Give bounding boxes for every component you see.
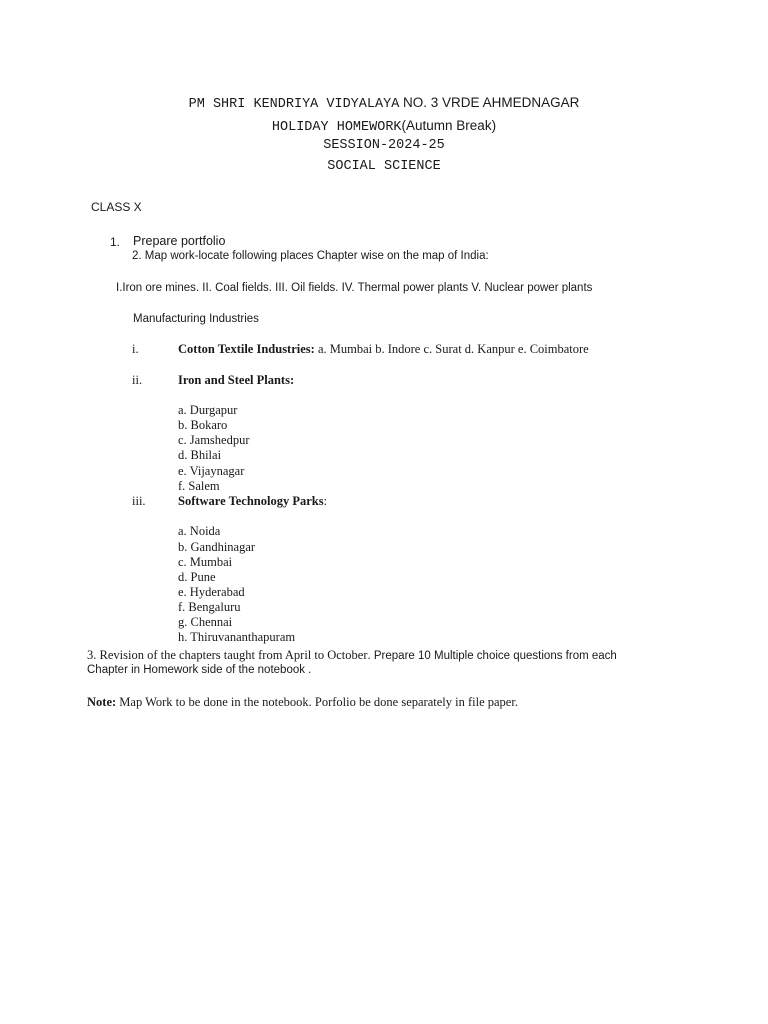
section-numeral: ii. (132, 373, 143, 387)
list-item: c. Jamshedpur (178, 433, 250, 447)
item3-revision: 3. Revision of the chapters taught from April to October (87, 648, 368, 662)
list-item: e. Hyderabad (178, 585, 245, 599)
subject-label: SOCIAL SCIENCE (327, 159, 441, 174)
school-name-mono: PM SHRI KENDRIYA VIDYALAYA (188, 97, 400, 112)
list-item: h. Thiruvananthapuram (178, 630, 296, 644)
session-label: SESSION-2024-25 (323, 138, 445, 153)
homework-title (0, 117, 768, 135)
list-item: d. Pune (178, 570, 216, 584)
list-item: b. Gandhinagar (178, 540, 256, 554)
note-label: Note: (87, 695, 117, 709)
item3-mcq: . Prepare 10 Multiple choice questions from each (367, 650, 617, 662)
list-item: a. Durgapur (178, 403, 238, 417)
manufacturing-heading: Manufacturing Industries (133, 313, 259, 325)
note-line (87, 695, 518, 710)
iron-steel-title: Iron and Steel Plants: (178, 373, 295, 387)
school-name-location: NO. 3 VRDE AHMEDNAGAR (399, 95, 580, 110)
item1-text: Prepare portfolio (133, 234, 226, 248)
note-text: Map Work to be done in the notebook. Porfolio be done separately in file paper. (116, 695, 518, 709)
list-item: e. Vijaynagar (178, 464, 245, 478)
map-categories: I.Iron ore mines. II. Coal fields. III. Oil fields. IV. Thermal power plants V. Nuclear power plants (116, 282, 593, 294)
list-item: f. Bengaluru (178, 600, 241, 614)
list-item: b. Bokaro (178, 418, 228, 432)
section-title (178, 373, 294, 388)
software-parks-title: Software Technology Parks (178, 494, 324, 508)
list-item: f. Salem (178, 479, 220, 493)
title-colon: : (323, 494, 328, 508)
item1-number: 1. (110, 235, 121, 249)
item2-text: 2. Map work-locate following places Chapter wise on the map of India: (132, 250, 489, 262)
homework-title-mono: HOLIDAY HOMEWORK (271, 120, 402, 135)
cotton-textile-places: a. Mumbai b. Indore c. Surat d. Kanpur e. Coimbatore (314, 342, 589, 356)
list-item: a. Noida (178, 524, 221, 538)
list-item: c. Mumbai (178, 555, 233, 569)
section-title: Cotton Textile Industries: (178, 342, 315, 356)
section-title (178, 494, 327, 509)
cotton-textile-line (178, 342, 589, 357)
class-label: CLASS X (91, 200, 142, 214)
item3-line1 (87, 646, 617, 664)
school-name (0, 94, 768, 112)
section-numeral: i. (132, 342, 139, 356)
item3-line2: Chapter in Homework side of the notebook . (87, 664, 312, 676)
list-item: g. Chennai (178, 615, 233, 629)
list-item: d. Bhilai (178, 448, 222, 462)
section-numeral: iii. (132, 494, 146, 508)
homework-title-break: (Autumn Break) (401, 118, 497, 133)
